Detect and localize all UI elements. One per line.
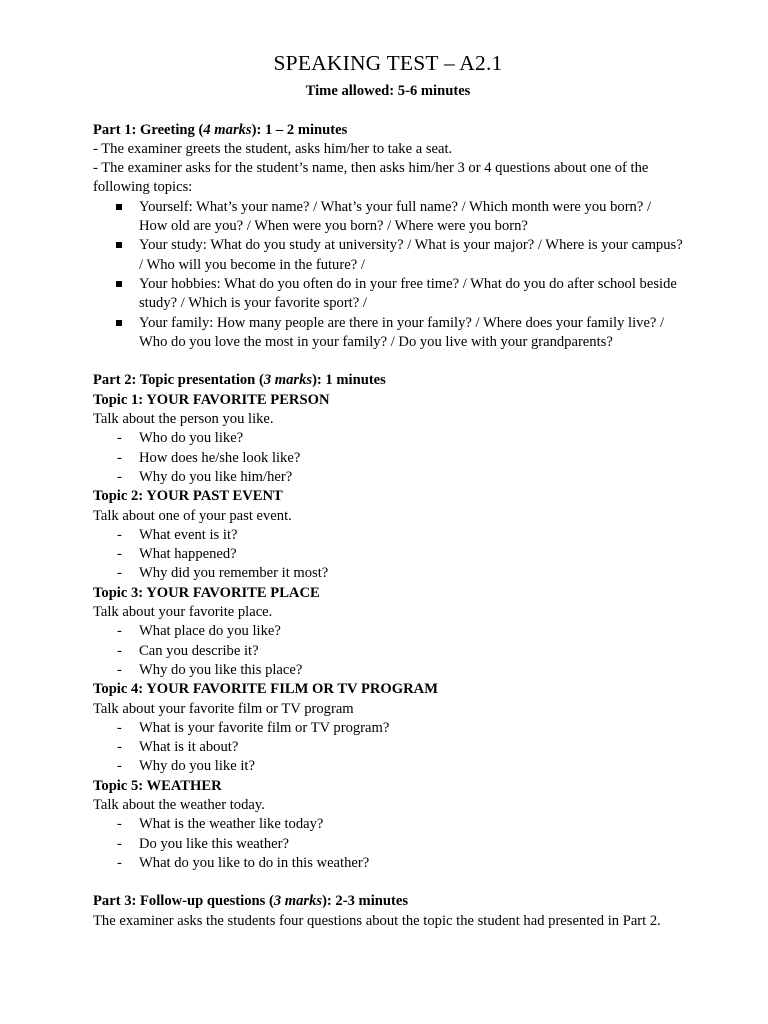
dash-bullet-icon: -	[117, 854, 122, 871]
topic-intro: Talk about your favorite film or TV program	[93, 700, 354, 717]
topic-questions	[93, 815, 683, 873]
document-title: SPEAKING TEST – A2.1	[273, 51, 503, 75]
part1-heading-marks: 4 marks	[203, 121, 252, 138]
question-text: What is the weather like today?	[139, 816, 324, 833]
list-item	[93, 642, 683, 661]
question-text: Who do you like?	[139, 430, 244, 447]
list-item	[93, 757, 683, 776]
question-text: What happened?	[139, 546, 237, 563]
part1-heading-post: ): 1 – 2 minutes	[251, 121, 348, 138]
list-item	[93, 564, 683, 583]
question-text: What place do you like?	[139, 623, 281, 640]
spacer	[93, 873, 683, 892]
list-item	[93, 661, 683, 680]
topic-heading: Topic 2: YOUR PAST EVENT	[93, 488, 283, 505]
list-item	[93, 449, 683, 468]
list-item	[93, 815, 683, 834]
bullet-text: Your family: How many people are there in your family? / Where does your family live? / Who do you love the most in your family? / Do you live with your grandparents?	[139, 314, 665, 350]
part3-section	[93, 892, 683, 931]
time-allowed: Time allowed: 5-6 minutes	[305, 83, 471, 99]
question-text: Why do you like it?	[139, 758, 255, 775]
part1-line: - The examiner asks for the student’s name, then asks him/her 3 or 4 questions about one of the following topics:	[93, 160, 649, 196]
topic-heading: Topic 5: WEATHER	[93, 777, 222, 794]
dash-bullet-icon: -	[117, 565, 122, 582]
dash-bullet-icon: -	[117, 758, 122, 775]
topic-heading: Topic 1: YOUR FAVORITE PERSON	[93, 391, 330, 408]
part2-heading-pre: Part 2: Topic presentation (	[93, 372, 264, 389]
spacer	[93, 101, 683, 120]
list-item	[93, 429, 683, 448]
part2-section	[93, 371, 683, 873]
topic-questions	[93, 526, 683, 584]
dash-bullet-icon: -	[117, 835, 122, 852]
part3-heading-marks: 3 marks	[273, 893, 323, 910]
topic-block	[93, 777, 683, 873]
document-content	[93, 50, 683, 931]
list-item	[93, 835, 683, 854]
list-item	[93, 738, 683, 757]
topic-intro: Talk about your favorite place.	[93, 604, 273, 621]
part3-heading	[93, 892, 683, 911]
square-bullet-icon	[116, 320, 122, 326]
dash-bullet-icon: -	[117, 719, 122, 736]
topic-block	[93, 584, 683, 680]
list-item	[93, 468, 683, 487]
question-text: What do you like to do in this weather?	[139, 854, 370, 871]
list-item	[93, 622, 683, 641]
bullet-text: Your study: What do you study at university? / What is your major? / Where is your campus? / Who will you become in the future? /	[139, 237, 683, 273]
part1-topic-list	[93, 198, 683, 352]
list-item	[93, 719, 683, 738]
part3-line: The examiner asks the students four questions about the topic the student had presented in Part 2.	[93, 912, 661, 929]
topic-block	[93, 487, 683, 583]
topic-heading: Topic 4: YOUR FAVORITE FILM OR TV PROGRAM	[93, 681, 438, 698]
square-bullet-icon	[116, 204, 122, 210]
part1-line: - The examiner greets the student, asks him/her to take a seat.	[93, 140, 453, 157]
dash-bullet-icon: -	[117, 468, 122, 485]
list-item	[93, 526, 683, 545]
topic-questions	[93, 622, 683, 680]
part3-heading-post: ): 2-3 minutes	[322, 893, 408, 910]
topic-questions	[93, 429, 683, 487]
topic-intro: Talk about the person you like.	[93, 411, 274, 428]
question-text: What event is it?	[139, 526, 238, 543]
question-text: What is your favorite film or TV program?	[139, 719, 390, 736]
dash-bullet-icon: -	[117, 546, 122, 563]
dash-bullet-icon: -	[117, 430, 122, 447]
list-item	[93, 854, 683, 873]
part1-heading	[93, 121, 683, 140]
part2-heading-marks: 3 marks	[263, 372, 313, 389]
part2-heading-post: ): 1 minutes	[312, 372, 386, 389]
dash-bullet-icon: -	[117, 526, 122, 543]
question-text: Do you like this weather?	[139, 835, 289, 852]
dash-bullet-icon: -	[117, 623, 122, 640]
dash-bullet-icon: -	[117, 449, 122, 466]
topic-intro: Talk about one of your past event.	[93, 507, 292, 524]
list-item	[93, 275, 683, 314]
list-item	[93, 314, 683, 353]
topic-intro: Talk about the weather today.	[93, 796, 265, 813]
list-item	[93, 545, 683, 564]
part3-heading-pre: Part 3: Follow-up questions (	[93, 893, 274, 910]
list-item	[93, 198, 683, 237]
square-bullet-icon	[116, 281, 122, 287]
question-text: Can you describe it?	[139, 642, 259, 659]
dash-bullet-icon: -	[117, 642, 122, 659]
topic-block	[93, 391, 683, 487]
spacer	[93, 352, 683, 371]
question-text: How does he/she look like?	[139, 449, 301, 466]
part1-section	[93, 121, 683, 353]
topic-block	[93, 680, 683, 776]
question-text: Why did you remember it most?	[139, 565, 329, 582]
part1-heading-pre: Part 1: Greeting (	[93, 121, 204, 138]
bullet-text: Your hobbies: What do you often do in your free time? / What do you do after school beside study? / Which is your favorite sport? /	[139, 275, 677, 312]
square-bullet-icon	[116, 242, 122, 248]
topic-questions	[93, 719, 683, 777]
dash-bullet-icon: -	[117, 661, 122, 678]
part2-heading	[93, 371, 683, 390]
question-text: Why do you like him/her?	[139, 468, 293, 485]
bullet-text: Yourself: What’s your name? / What’s your full name? / Which month were you born? / How old are you? / When were you born? / Where were you born?	[139, 198, 652, 235]
question-text: What is it about?	[139, 739, 239, 756]
topic-heading: Topic 3: YOUR FAVORITE PLACE	[93, 584, 320, 601]
question-text: Why do you like this place?	[139, 661, 303, 678]
dash-bullet-icon: -	[117, 816, 122, 833]
list-item	[93, 236, 683, 275]
dash-bullet-icon: -	[117, 739, 122, 756]
